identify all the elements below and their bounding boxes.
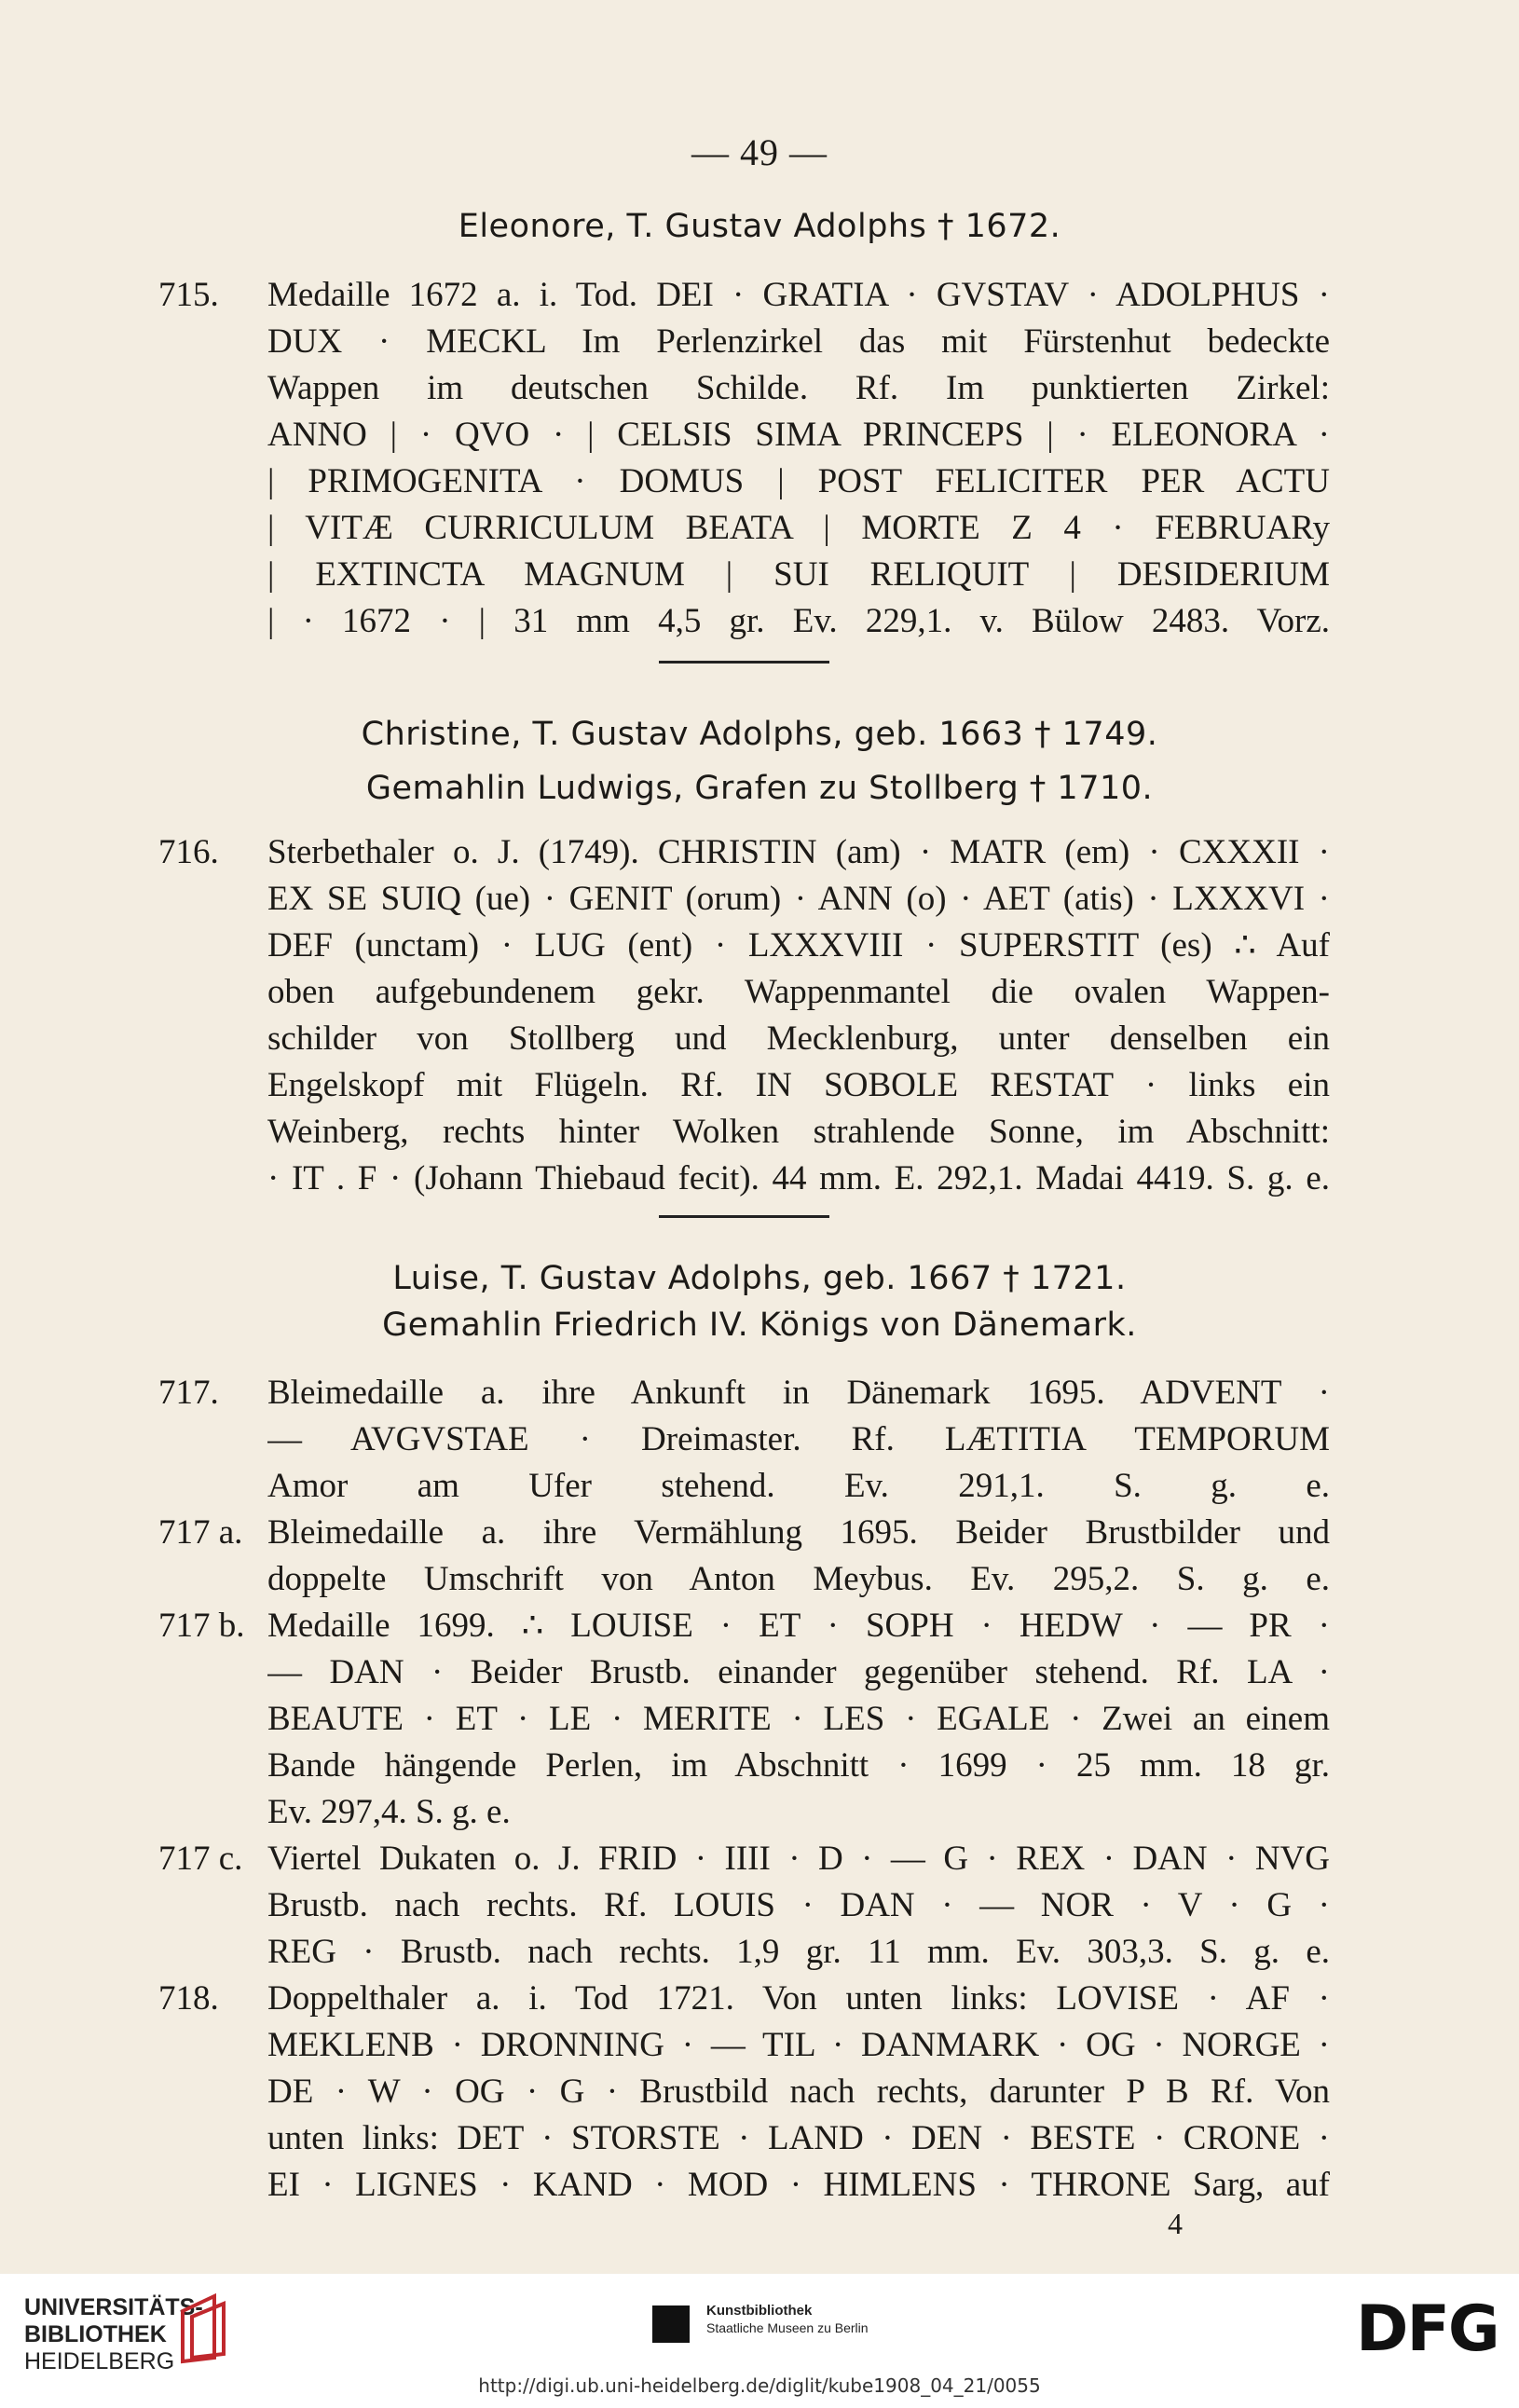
entry-line: EI · LIGNES · KAND · MOD · HIMLENS · THRONE Sarg, auf <box>267 2166 1330 2204</box>
kunstbibliothek-label <box>706 2302 869 2336</box>
entry-line: Doppelthaler a. i. Tod 1721. Von unten links: LOVISE · AF · <box>267 1979 1330 2018</box>
entry-line: doppelte Umschrift von Anton Meybus. Ev. 295,2. S. g. e. <box>267 1560 1330 1598</box>
section-heading-luise: Luise, T. Gustav Adolphs, geb. 1667 † 1721. <box>392 1260 1127 1297</box>
section-heading-eleonore: Eleonore, T. Gustav Adolphs † 1672. <box>458 208 1061 245</box>
section-subheading-christine: Gemahlin Ludwigs, Grafen zu Stollberg † 1710. <box>365 770 1154 807</box>
catalog-entry-715 <box>158 272 1330 645</box>
kunstbibliothek-logo-icon <box>652 2305 690 2343</box>
catalog-entry-717 <box>158 1370 1330 1510</box>
section-heading-christine: Christine, T. Gustav Adolphs, geb. 1663 † 1749. <box>361 716 1158 753</box>
entry-line: | EXTINCTA MAGNUM | SUI RELIQUIT | DESIDERIUM <box>267 555 1330 594</box>
entry-line: Weinberg, rechts hinter Wolken strahlende Sonne, im Abschnitt: <box>267 1113 1330 1151</box>
entry-line: EX SE SUIQ (ue) · GENIT (orum) · ANN (o) · AET (atis) · LXXXVI · <box>267 880 1330 918</box>
section-divider <box>659 661 829 664</box>
page-number: — 49 — <box>691 131 828 173</box>
source-url[interactable]: http://digi.ub.uni-heidelberg.de/diglit/kube1908_04_21/0055 <box>478 2374 1041 2397</box>
entry-number: 718. <box>158 1979 219 2018</box>
entry-line: — DAN · Beider Brustb. einander gegenüber stehend. Rf. LA · <box>267 1653 1330 1691</box>
entry-line: DEF (unctam) · LUG (ent) · LXXXVIII · SUPERSTIT (es) ∴ Auf <box>267 926 1330 965</box>
entry-line: · IT . F · (Johann Thiebaud fecit). 44 mm. E. 292,1. Madai 4419. S. g. e. <box>267 1159 1330 1197</box>
entry-line: BEAUTE · ET · LE · MERITE · LES · EGALE · Zwei an einem <box>267 1700 1330 1738</box>
entry-line: Amor am Ufer stehend. Ev. 291,1. S. g. e. <box>267 1467 1330 1505</box>
entry-number: 717. <box>158 1374 219 1412</box>
entry-line: DUX · MECKL Im Perlenzirkel das mit Fürstenhut bedeckte <box>267 322 1330 361</box>
entry-line: | VITÆ CURRICULUM BEATA | MORTE Z 4 · FEBRUARy <box>267 509 1330 547</box>
entry-line: Sterbethaler o. J. (1749). CHRISTIN (am) · MATR (em) · CXXXII · <box>267 833 1330 871</box>
entry-line: DE · W · OG · G · Brustbild nach rechts, darunter P B Rf. Von <box>267 2073 1330 2111</box>
catalog-entry-718 <box>158 1976 1330 2209</box>
entry-number: 716. <box>158 833 219 871</box>
library-line: BIBLIOTHEK <box>24 2321 167 2347</box>
entry-line: unten links: DET · STORSTE · LAND · DEN · BESTE · CRONE · <box>267 2119 1330 2157</box>
catalog-entry-716 <box>158 829 1330 1202</box>
entry-line: | PRIMOGENITA · DOMUS | POST FELICITER PER ACTU <box>267 462 1330 500</box>
entry-line: Brustb. nach rechts. Rf. LOUIS · DAN · — NOR · V · G · <box>267 1886 1330 1924</box>
catalog-entry-717b <box>158 1603 1330 1836</box>
section-subheading-luise: Gemahlin Friedrich IV. Königs von Dänemark. <box>382 1307 1137 1344</box>
entry-line: schilder von Stollberg und Mecklenburg, unter denselben ein <box>267 1019 1330 1058</box>
entry-line: | · 1672 · | 31 mm 4,5 gr. Ev. 229,1. v. Bülow 2483. Vorz. <box>267 602 1330 640</box>
entry-line: REG · Brustb. nach rechts. 1,9 gr. 11 mm. Ev. 303,3. S. g. e. <box>267 1933 1330 1971</box>
library-line: HEIDELBERG <box>24 2348 175 2374</box>
entry-line: Medaille 1699. ∴ LOUISE · ET · SOPH · HEDW · — PR · <box>267 1607 1330 1645</box>
kb-title: Kunstbibliothek <box>706 2303 813 2319</box>
entry-line: Ev. 297,4. S. g. e. <box>267 1793 511 1831</box>
section-divider <box>659 1215 829 1218</box>
entry-line: oben aufgebundenem gekr. Wappenmantel die ovalen Wappen- <box>267 973 1330 1011</box>
library-name <box>24 2294 203 2375</box>
dfg-logo: DFG <box>1356 2292 1498 2366</box>
entry-line: Bleimedaille a. ihre Vermählung 1695. Beider Brustbilder und <box>267 1513 1330 1552</box>
entry-number: 717 a. <box>158 1513 243 1552</box>
catalog-entry-717c <box>158 1836 1330 1976</box>
entry-line: Medaille 1672 a. i. Tod. DEI · GRATIA · GVSTAV · ADOLPHUS · <box>267 276 1330 314</box>
entry-number: 715. <box>158 276 219 314</box>
entry-line: Bleimedaille a. ihre Ankunft in Dänemark 1695. ADVENT · <box>267 1374 1330 1412</box>
signature-mark: 4 <box>1168 2207 1183 2240</box>
entry-line: Wappen im deutschen Schilde. Rf. Im punktierten Zirkel: <box>267 369 1330 407</box>
entry-number: 717 c. <box>158 1840 243 1878</box>
entry-line: Bande hängende Perlen, im Abschnitt · 1699 · 25 mm. 18 gr. <box>267 1746 1330 1785</box>
university-library-logo-icon <box>177 2292 231 2365</box>
entry-line: Viertel Dukaten o. J. FRID · IIII · D · — G · REX · DAN · NVG <box>267 1840 1330 1878</box>
catalog-entry-717a <box>158 1510 1330 1603</box>
entry-line: MEKLENB · DRONNING · — TIL · DANMARK · OG · NORGE · <box>267 2026 1330 2064</box>
entry-line: — AVGVSTAE · Dreimaster. Rf. LÆTITIA TEMPORUM <box>267 1420 1330 1458</box>
kb-subtitle: Staatliche Museen zu Berlin <box>706 2320 869 2335</box>
library-line: UNIVERSITÄTS- <box>24 2294 203 2320</box>
digitization-footer <box>0 2274 1519 2408</box>
entry-line: Engelskopf mit Flügeln. Rf. IN SOBOLE RESTAT · links ein <box>267 1066 1330 1104</box>
entry-line: ANNO | · QVO · | CELSIS SIMA PRINCEPS | · ELEONORA · <box>267 416 1330 454</box>
entry-number: 717 b. <box>158 1607 245 1645</box>
